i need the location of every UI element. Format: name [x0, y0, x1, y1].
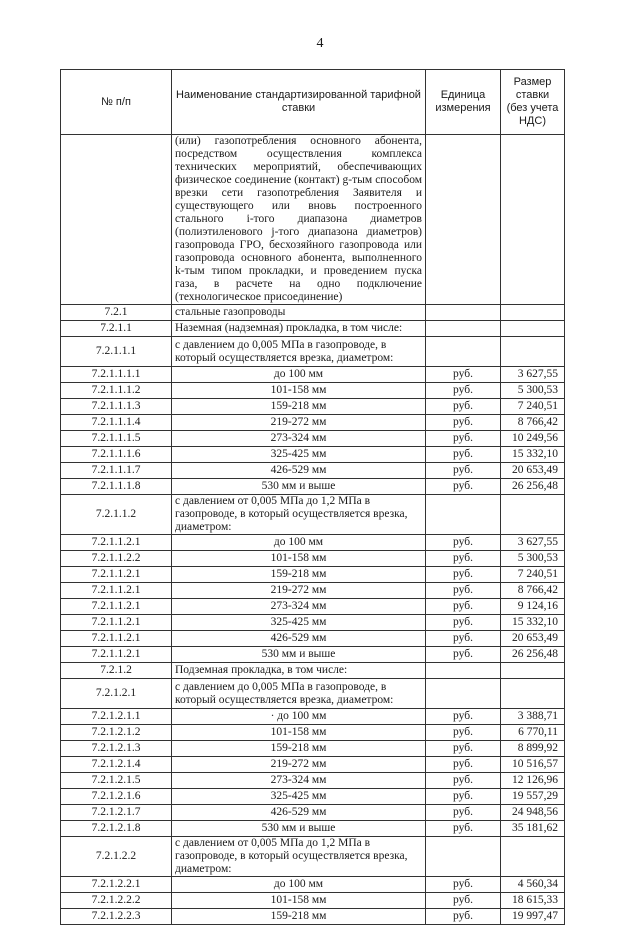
row-number: 7.2.1.1.1.8 [61, 479, 172, 495]
table-row [61, 709, 565, 725]
row-number: 7.2.1.1.1.7 [61, 463, 172, 479]
table-row [61, 679, 565, 709]
row-rate: 8 766,42 [501, 415, 565, 431]
table-row [61, 367, 565, 383]
row-unit: руб. [426, 383, 501, 399]
row-rate: 15 332,10 [501, 615, 565, 631]
row-name: 219-272 мм [172, 757, 426, 773]
row-rate: 6 770,11 [501, 725, 565, 741]
row-unit: руб. [426, 821, 501, 837]
table-row [61, 615, 565, 631]
row-unit: руб. [426, 399, 501, 415]
row-unit: руб. [426, 535, 501, 551]
table-header-row [61, 70, 565, 135]
header-unit: Единица измерения [426, 70, 501, 135]
row-number: 7.2.1.1.1.6 [61, 447, 172, 463]
row-name: 426-529 мм [172, 805, 426, 821]
row-name: до 100 мм [172, 367, 426, 383]
row-name: с давлением до 0,005 МПа в газопроводе, в который осуществляется врезка, диаметром: [172, 337, 426, 367]
row-name: 101-158 мм [172, 383, 426, 399]
row-name: 101-158 мм [172, 725, 426, 741]
row-unit [426, 663, 501, 679]
table-row [61, 135, 565, 305]
row-unit: руб. [426, 909, 501, 925]
header-name: Наименование стандартизированной тарифной ставки [172, 70, 426, 135]
row-rate: 24 948,56 [501, 805, 565, 821]
table-row [61, 567, 565, 583]
row-number: 7.2.1.1.2.1 [61, 583, 172, 599]
row-unit [426, 321, 501, 337]
row-unit: руб. [426, 709, 501, 725]
row-number: 7.2.1.1.2.1 [61, 647, 172, 663]
row-number: 7.2.1.1.1.4 [61, 415, 172, 431]
row-unit [426, 837, 501, 877]
row-rate: 7 240,51 [501, 567, 565, 583]
table-row [61, 599, 565, 615]
table-row [61, 321, 565, 337]
row-name: 273-324 мм [172, 773, 426, 789]
row-rate: 9 124,16 [501, 599, 565, 615]
row-unit: руб. [426, 631, 501, 647]
row-number: 7.2.1.2.1.7 [61, 805, 172, 821]
table-row [61, 431, 565, 447]
row-rate: 35 181,62 [501, 821, 565, 837]
table-row [61, 837, 565, 877]
row-unit: руб. [426, 447, 501, 463]
table-row [61, 479, 565, 495]
table-row [61, 789, 565, 805]
row-name: 530 мм и выше [172, 647, 426, 663]
row-number: 7.2.1.1.2.1 [61, 535, 172, 551]
row-rate: 7 240,51 [501, 399, 565, 415]
row-name: до 100 мм [172, 877, 426, 893]
row-name: 273-324 мм [172, 431, 426, 447]
page-number: 4 [316, 36, 324, 51]
row-number: 7.2.1.2.2.3 [61, 909, 172, 925]
table-row [61, 773, 565, 789]
table-row [61, 535, 565, 551]
row-name: Подземная прокладка, в том числе: [172, 663, 426, 679]
row-name: 159-218 мм [172, 909, 426, 925]
row-rate: 20 653,49 [501, 463, 565, 479]
table-row [61, 757, 565, 773]
row-number: 7.2.1.1.2.1 [61, 615, 172, 631]
table-row [61, 463, 565, 479]
row-name: 219-272 мм [172, 583, 426, 599]
row-rate: 5 300,53 [501, 551, 565, 567]
row-number: 7.2.1.1 [61, 321, 172, 337]
row-number: 7.2.1.2.1.6 [61, 789, 172, 805]
row-rate: 3 627,55 [501, 367, 565, 383]
row-unit: руб. [426, 789, 501, 805]
row-name: стальные газопроводы [172, 305, 426, 321]
row-name: с давлением от 0,005 МПа до 1,2 МПа в газопроводе, в который осуществляется врезка, диаметром: [172, 837, 426, 877]
row-number: 7.2.1.1.1.5 [61, 431, 172, 447]
table-row [61, 725, 565, 741]
header-num: № п/п [61, 70, 172, 135]
table-row [61, 383, 565, 399]
row-name: 426-529 мм [172, 463, 426, 479]
row-number: 7.2.1.2.1.3 [61, 741, 172, 757]
row-name: 273-324 мм [172, 599, 426, 615]
row-rate: 10 249,56 [501, 431, 565, 447]
row-rate: 12 126,96 [501, 773, 565, 789]
row-number: 7.2.1.2.2.1 [61, 877, 172, 893]
row-unit: руб. [426, 805, 501, 821]
row-unit: руб. [426, 463, 501, 479]
row-rate: 20 653,49 [501, 631, 565, 647]
row-rate: 19 557,29 [501, 789, 565, 805]
table-row [61, 447, 565, 463]
row-number [61, 135, 172, 305]
row-name: 159-218 мм [172, 741, 426, 757]
row-number: 7.2.1.1.2.2 [61, 551, 172, 567]
row-unit [426, 135, 501, 305]
row-name: 219-272 мм [172, 415, 426, 431]
row-number: 7.2.1.2.1.5 [61, 773, 172, 789]
row-number: 7.2.1.1.1.1 [61, 367, 172, 383]
row-name: с давлением от 0,005 МПа до 1,2 МПа в газопроводе, в который осуществляется врезка, диаметром: [172, 495, 426, 535]
row-unit: руб. [426, 757, 501, 773]
header-rate: Размер ставки (без учета НДС) [501, 70, 565, 135]
tariff-table [60, 69, 565, 925]
table-body [61, 135, 565, 925]
table-row [61, 893, 565, 909]
row-name: 101-158 мм [172, 551, 426, 567]
table-row [61, 305, 565, 321]
row-unit: руб. [426, 415, 501, 431]
row-name: 530 мм и выше [172, 479, 426, 495]
row-unit: руб. [426, 551, 501, 567]
row-rate: 26 256,48 [501, 479, 565, 495]
table-row [61, 805, 565, 821]
row-unit [426, 337, 501, 367]
table-row [61, 877, 565, 893]
table-row [61, 337, 565, 367]
row-name: 325-425 мм [172, 615, 426, 631]
row-name: 159-218 мм [172, 567, 426, 583]
row-unit: руб. [426, 567, 501, 583]
table-row [61, 647, 565, 663]
row-rate: 26 256,48 [501, 647, 565, 663]
row-unit: руб. [426, 893, 501, 909]
row-number: 7.2.1.2.1 [61, 679, 172, 709]
row-name: 530 мм и выше [172, 821, 426, 837]
row-unit: руб. [426, 599, 501, 615]
row-rate: 3 388,71 [501, 709, 565, 725]
row-unit: руб. [426, 725, 501, 741]
row-number: 7.2.1 [61, 305, 172, 321]
row-number: 7.2.1.1.1.2 [61, 383, 172, 399]
row-unit [426, 305, 501, 321]
row-rate [501, 663, 565, 679]
row-name: с давлением до 0,005 МПа в газопроводе, в который осуществляется врезка, диаметром: [172, 679, 426, 709]
row-unit: руб. [426, 367, 501, 383]
row-rate: 18 615,33 [501, 893, 565, 909]
row-number: 7.2.1.1.1.3 [61, 399, 172, 415]
table-row [61, 415, 565, 431]
row-unit [426, 495, 501, 535]
row-unit: руб. [426, 431, 501, 447]
row-number: 7.2.1.2 [61, 663, 172, 679]
row-unit: руб. [426, 773, 501, 789]
table-row [61, 821, 565, 837]
row-number: 7.2.1.2.1.8 [61, 821, 172, 837]
row-number: 7.2.1.2.1.4 [61, 757, 172, 773]
row-rate [501, 321, 565, 337]
row-unit: руб. [426, 647, 501, 663]
row-rate: 5 300,53 [501, 383, 565, 399]
row-rate [501, 679, 565, 709]
row-unit: руб. [426, 615, 501, 631]
row-unit: руб. [426, 479, 501, 495]
row-name: 325-425 мм [172, 789, 426, 805]
row-rate: 3 627,55 [501, 535, 565, 551]
row-rate [501, 305, 565, 321]
row-unit: руб. [426, 741, 501, 757]
row-number: 7.2.1.2.2 [61, 837, 172, 877]
table-row [61, 495, 565, 535]
row-rate: 8 766,42 [501, 583, 565, 599]
table-row [61, 631, 565, 647]
row-rate [501, 495, 565, 535]
row-name: 159-218 мм [172, 399, 426, 415]
row-number: 7.2.1.2.1.1 [61, 709, 172, 725]
table-row [61, 741, 565, 757]
table-row [61, 663, 565, 679]
row-number: 7.2.1.1.2.1 [61, 631, 172, 647]
row-unit [426, 679, 501, 709]
row-name: Наземная (надземная) прокладка, в том числе: [172, 321, 426, 337]
row-number: 7.2.1.1.2.1 [61, 567, 172, 583]
row-unit: руб. [426, 583, 501, 599]
table-row [61, 551, 565, 567]
row-number: 7.2.1.2.1.2 [61, 725, 172, 741]
row-number: 7.2.1.2.2.2 [61, 893, 172, 909]
row-rate [501, 135, 565, 305]
row-number: 7.2.1.1.1 [61, 337, 172, 367]
row-name: · до 100 мм [172, 709, 426, 725]
table-row [61, 909, 565, 925]
row-rate: 10 516,57 [501, 757, 565, 773]
row-name: (или) газопотребления основного абонента, посредством осуществления комплекса технических мероприятий, обеспечивающих физическое соединение (контакт) g-тым способом врезки сети газопотребления Заявителя и существующего или вновь построенного стального i-того диапазона диаметров (полиэтиленового j-того диапазона диаметров) газопровода ГРО, бесхозяйного газопровода или газопровода основного абонента, выполненного k-тым типом прокладки, и проведением пуска газа, в расчете на одно подключение (технологическое присоединение) [172, 135, 426, 305]
row-name: 101-158 мм [172, 893, 426, 909]
row-rate: 19 997,47 [501, 909, 565, 925]
table-row [61, 583, 565, 599]
row-name: 426-529 мм [172, 631, 426, 647]
row-number: 7.2.1.1.2 [61, 495, 172, 535]
row-name: 325-425 мм [172, 447, 426, 463]
row-rate: 15 332,10 [501, 447, 565, 463]
row-unit: руб. [426, 877, 501, 893]
row-rate: 4 560,34 [501, 877, 565, 893]
row-number: 7.2.1.1.2.1 [61, 599, 172, 615]
row-rate: 8 899,92 [501, 741, 565, 757]
table-row [61, 399, 565, 415]
row-rate [501, 337, 565, 367]
row-name: до 100 мм [172, 535, 426, 551]
row-rate [501, 837, 565, 877]
